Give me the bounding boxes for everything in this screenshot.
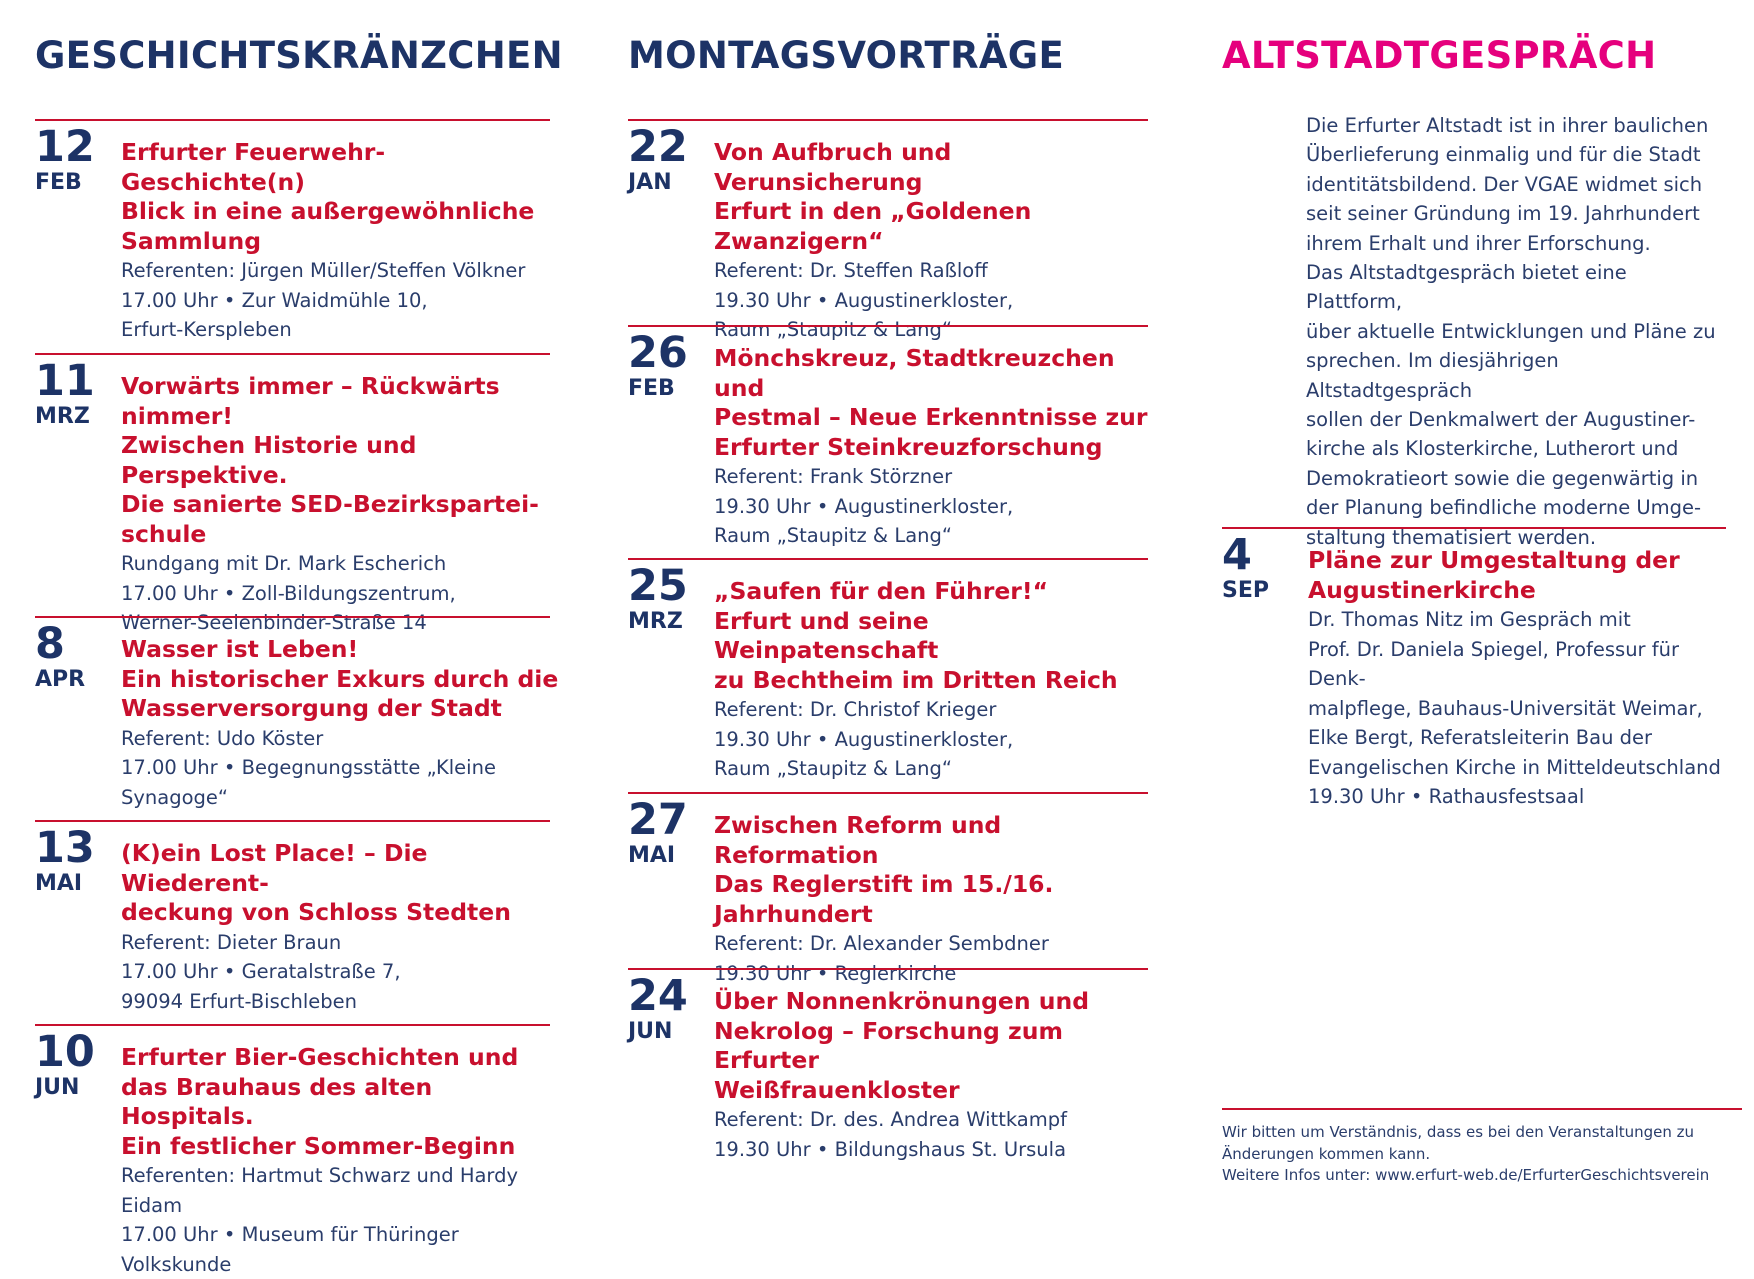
event-day: 10: [35, 1027, 95, 1077]
event-item: [35, 119, 550, 341]
intro-text: Die Erfurter Altstadt ist in ihrer baulichen Überlieferung einmalig und für die Stadt identitätsbildend. Der VGAE widmet sich seit seiner Gründung im 19. Jahrhundert ihrem Erhalt und ihrer Erforschung. Das Altstadtgespräch bietet eine Plattform, über aktuelle Entwicklungen und Pläne zu sprechen. Im diesjährigen Altstadtgespräch sollen der Denkmalwert der Augustiner- kirche als Klosterkirche, Lutherort und Demokratieort sowie die gegenwärtig in der Planung befindliche moderne Umge- staltung thematisiert werden.: [1306, 114, 1716, 549]
event-body: [121, 372, 560, 638]
event-day: 25: [628, 561, 688, 611]
event-item: [35, 820, 550, 1013]
event-details: Referent: Dr. Christof Krieger 19.30 Uhr • Augustinerkloster, Raum „Staupitz & Lang“: [714, 698, 1014, 780]
event-date: [35, 356, 125, 430]
event-body: [714, 344, 1158, 551]
event-day: 11: [35, 356, 95, 406]
event-item: [35, 1024, 550, 1276]
event-date: [628, 328, 718, 402]
column-title: ALTSTADTGESPRÄCH: [1222, 34, 1657, 77]
event-date: [1222, 530, 1312, 604]
event-month: APR: [35, 667, 86, 692]
event-month: JUN: [628, 1019, 673, 1044]
event-day: 22: [628, 122, 688, 172]
event-details: Referent: Dr. des. Andrea Wittkampf 19.30 Uhr • Bildungshaus St. Ursula: [714, 1108, 1067, 1161]
event-day: 26: [628, 328, 688, 378]
event-month: SEP: [1222, 578, 1269, 603]
event-body: [121, 1043, 560, 1279]
event-month: MRZ: [35, 404, 90, 429]
event-item: [1222, 527, 1726, 808]
event-body: [714, 138, 1158, 345]
footnote-text: Wir bitten um Verständnis, dass es bei den Veranstaltungen zu Änderungen kommen kann. Weitere Infos unter: www.erfurt-web.de/ErfurterGeschichtsverein: [1222, 1123, 1710, 1184]
event-details: Referenten: Jürgen Müller/Steffen Völkner 17.00 Uhr • Zur Waidmühle 10, Erfurt-Kerspleben: [121, 259, 526, 341]
event-details: Referent: Frank Störzner 19.30 Uhr • Augustinerkloster, Raum „Staupitz & Lang“: [714, 465, 1014, 547]
event-month: FEB: [35, 170, 82, 195]
event-title: „Saufen für den Führer!“ Erfurt und seine Weinpatenschaft zu Bechtheim im Dritten Reich: [714, 577, 1118, 694]
event-body: [714, 987, 1158, 1164]
event-month: MRZ: [628, 609, 683, 634]
event-details: Dr. Thomas Nitz im Gespräch mit Prof. Dr. Daniela Spiegel, Professur für Denk- malpflege, Bauhaus-Universität Weimar, Elke Bergt, Referatsleiterin Bau der Evangelischen Kirche in Mitteldeutschland 19.30 Uhr • Rathausfestsaal: [1308, 608, 1721, 808]
event-title: Vorwärts immer – Rückwärts nimmer! Zwischen Historie und Perspektive. Die sanierte SED-Bezirkspartei- schule: [121, 372, 539, 548]
event-title: Über Nonnenkrönungen und Nekrolog – Forschung zum Erfurter Weißfrauenkloster: [714, 987, 1090, 1104]
event-title: Erfurter Feuerwehr-Geschichte(n) Blick in eine außergewöhnliche Sammlung: [121, 138, 535, 255]
event-body: [121, 138, 560, 345]
event-title: Zwischen Reform und Reformation Das Reglerstift im 15./16. Jahrhundert: [714, 811, 1054, 928]
event-day: 12: [35, 122, 95, 172]
event-date: [628, 122, 718, 196]
footnote: [1222, 1108, 1742, 1187]
event-title: Wasser ist Leben! Ein historischer Exkurs durch die Wasserversorgung der Stadt: [121, 635, 559, 722]
column-title: MONTAGSVORTRÄGE: [628, 34, 1065, 77]
event-title: Mönchskreuz, Stadtkreuzchen und Pestmal – Neue Erkenntnisse zur Erfurter Steinkreuzforschung: [714, 344, 1148, 461]
event-body: [1308, 546, 1736, 812]
event-body: [714, 811, 1158, 988]
event-day: 24: [628, 971, 688, 1021]
event-title: Pläne zur Umgestaltung der Augustinerkirche: [1308, 546, 1680, 604]
event-title: Erfurter Bier-Geschichten und das Brauhaus des alten Hospitals. Ein festlicher Sommer-Beginn: [121, 1043, 519, 1160]
event-day: 13: [35, 823, 95, 873]
event-title: Von Aufbruch und Verunsicherung Erfurt in den „Goldenen Zwanzigern“: [714, 138, 1032, 255]
column-title: GESCHICHTSKRÄNZCHEN: [35, 34, 563, 77]
event-day: 27: [628, 795, 688, 845]
event-month: FEB: [628, 376, 675, 401]
event-item: [628, 968, 1148, 1161]
event-month: MAI: [628, 843, 676, 868]
event-details: Referenten: Hartmut Schwarz und Hardy Eidam 17.00 Uhr • Museum für Thüringer Volkskunde: [121, 1164, 519, 1276]
event-month: JAN: [628, 170, 672, 195]
event-item: [35, 616, 559, 809]
event-date: [35, 619, 125, 693]
event-day: 8: [35, 619, 65, 669]
event-month: MAI: [35, 871, 83, 896]
event-details: Referent: Dieter Braun 17.00 Uhr • Geratalstraße 7, 99094 Erfurt-Bischleben: [121, 930, 401, 1013]
event-item: [628, 792, 1148, 985]
event-body: [714, 577, 1158, 784]
event-title: (K)ein Lost Place! – Die Wiederent- deckung von Schloss Stedten: [121, 839, 511, 926]
event-date: [35, 823, 125, 897]
event-item: [628, 119, 1148, 341]
event-date: [35, 122, 125, 196]
event-item: [35, 353, 550, 634]
event-details: Rundgang mit Dr. Mark Escherich 17.00 Uhr • Zoll-Bildungszentrum, Werner-Seelenbinder-Straße 14: [121, 552, 456, 634]
event-date: [628, 971, 718, 1045]
event-details: Referent: Dr. Alexander Sembdner 19.30 Uhr • Reglerkirche: [714, 932, 1049, 985]
event-details: Referent: Udo Köster 17.00 Uhr • Begegnungsstätte „Kleine Synagoge“: [121, 726, 496, 809]
event-month: JUN: [35, 1075, 80, 1100]
event-item: [628, 558, 1148, 780]
event-date: [628, 561, 718, 635]
event-body: [121, 839, 560, 1016]
event-body: [121, 635, 560, 812]
event-date: [35, 1027, 125, 1101]
event-item: [628, 325, 1148, 547]
event-day: 4: [1222, 530, 1252, 580]
event-date: [628, 795, 718, 869]
event-details: Referent: Dr. Steffen Raßloff 19.30 Uhr • Augustinerkloster, Raum „Staupitz & Lang“: [714, 259, 1014, 341]
